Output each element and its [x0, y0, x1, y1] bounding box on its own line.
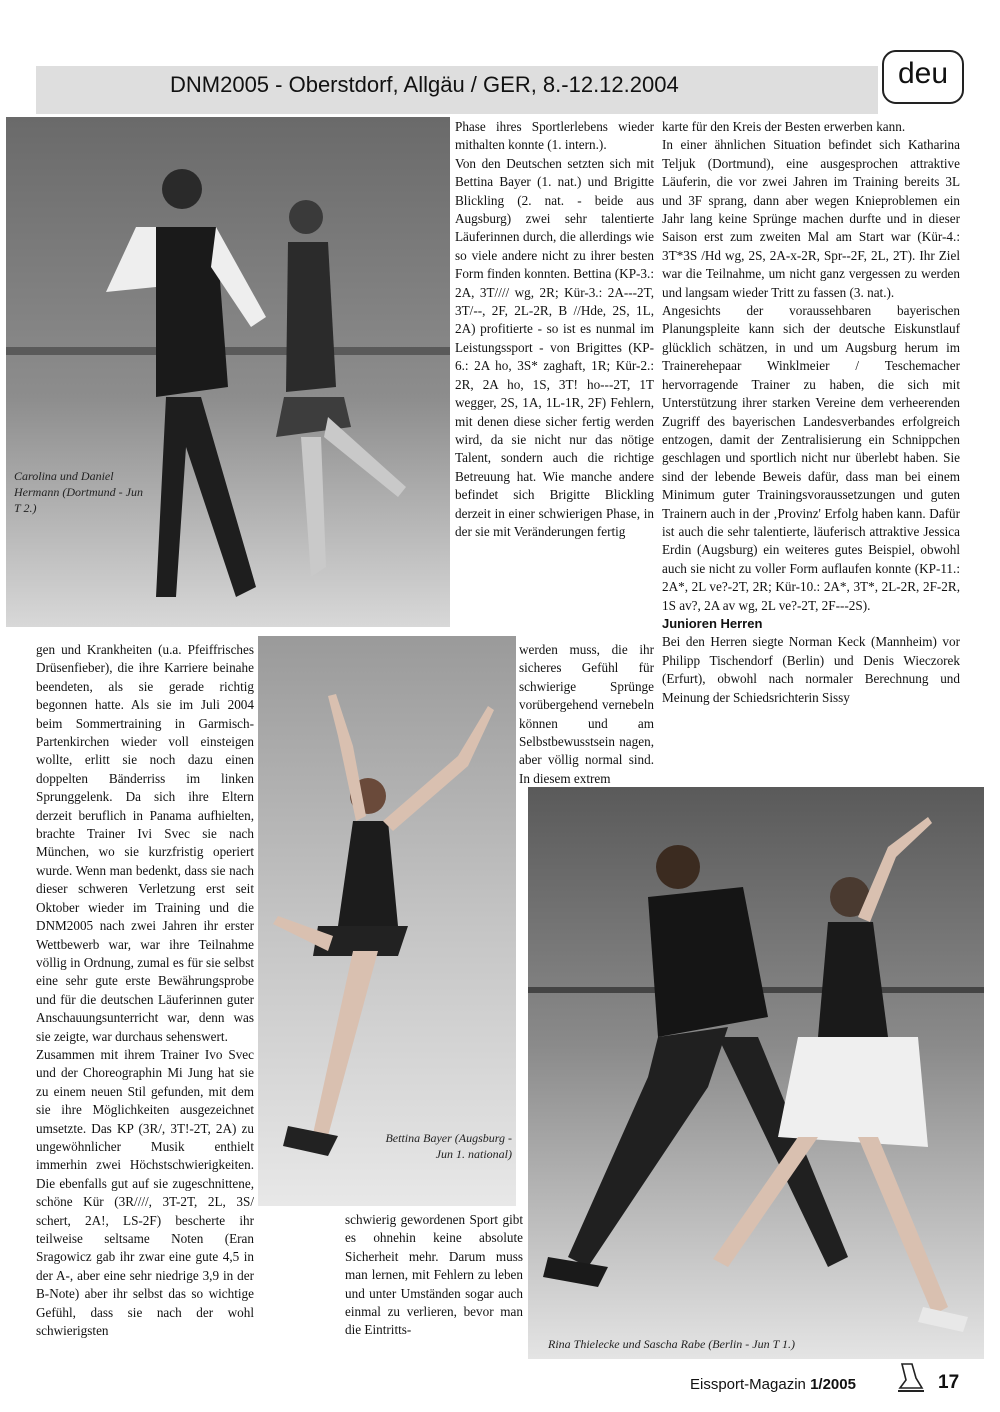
- col2-bottom-text: [345, 1211, 523, 1340]
- col1-text: [36, 641, 254, 1340]
- photo-thielecke-rabe: [528, 787, 984, 1359]
- caption-hermann: Carolina und Daniel Hermann (Dortmund - Jun T 2.): [14, 469, 143, 515]
- caption-thielecke: Rina Thielecke und Sascha Rabe (Berlin - Jun T 1.): [548, 1337, 796, 1351]
- magazine-name: Eissport-Magazin: [690, 1376, 806, 1393]
- page-title: DNM2005 - Oberstdorf, Allgäu / GER, 8.-12.12.2004: [170, 72, 679, 97]
- deu-logo: deu: [882, 50, 964, 104]
- col3-paragraph: karte für den Kreis der Besten erwerben kann.: [662, 119, 906, 134]
- caption-bettina: Bettina Bayer (Augsburg - Jun 1. national): [385, 1131, 512, 1161]
- col2-paragraph: Von den Deutschen setzten sich mit Bettina Bayer (1. nat.) und Brigitte Blickling (2. nat. - beide aus Augsburg) zwei sehr talentierte Läuferinnen durch, die allerdings wie so viele andere nicht zu ihrer besten Form finden konnten. Bettina (KP-3.: 2A, 3T//// wg, 2R; Kür-3.: 2A---2T, 3T/--, 2F, 2L-2R, B //Hde, 2S, 1L, 2A) profitierte - so ist es nunmal im Leistungssport - von Brigittes (KP-6.: 2A ho, 3S* zaghaft, 1R; Kür-2.: 2R, 2A ho, 1S, 3T! ho---2T, 1T wegger, 2S, 1A, 1L-1R, 2F) Fehlern, mit denen diese sicher fertig werden wird, da sie nicht nur das nötige Talent, sondern auch die richtige Betreuung hat. Wie manche andere befindet sich Brigitte Blickling derzeit in einer schwierigen Phase, in der sie mit Veränderungen fertig: [455, 155, 654, 539]
- photo-bettina-bayer: [258, 636, 516, 1206]
- page-number: 17: [938, 1372, 960, 1393]
- col3-paragraph: In einer ähnlichen Situation befindet sich Katharina Teljuk (Dortmund), eine ausgesprochen attraktive Läuferin, die vor zwei Jahren im Training bereits 3L und 3F sprang, dann aber wegen Knieproblemen ein Jahr lang keine Sprünge machen durfte und in dieser Saison erst zum zweiten Mal am Start war (Kür-4.: 3T*3S /Hd wg, 2S, 2A-x-2R, Spr--2F, 2L, 2T). Ihr Ziel war die Teilnahme, um nicht ganz vergessen zu werden und langsam wieder Tritt zu fassen (3. nat.).: [662, 137, 960, 300]
- skate-icon: [896, 1362, 926, 1394]
- col3-paragraph: Angesichts der voraussehbaren bayerischen Planungspleite kann sich der deutsche Eiskunstlauf glücklich schätzen, in und um Augsburg herum im Trainerehepaar Winklmeier / Teschemacher hervorragende Trainer zu haben, die sich mit Unterstützung ihrer starken Vereine dem verheerenden Zugriff des bayerischen Landesverbandes erfolgreich entzogen, damit der Zentralisierung ein Schnippchen geschlagen und sportlich nicht nur überlebt haben. Sie sind der lebende Beweis dafür, dass man bei einem Minimum guter Trainingsvoraussetzungen und guten Trainern auch in der ‚Provinz' Erfolg haben kann. Dafür ist auch die sehr talentierte, läuferisch attraktive Jessica Erdin (Augsburg) ein weiteres gutes Beispiel, obwohl auch sie nicht zu voller Form auflaufen konnte (KP-11.: 2A*, 2L ve?-2T, 2R; Kür-10.: 2A*, 3T*, 2L-2R, 2F-2R, 1S av?, 2A av wg, 2L ve?-2T, 2F---2S).: [662, 303, 960, 613]
- subhead-junioren-herren: Junioren Herren: [662, 615, 763, 631]
- col1-paragraph: Zusammen mit ihrem Trainer Ivo Svec und der Choreographin Mi Jung hat sie zu einem neuen Stil gefunden, mit dem sie ihre Möglichkeiten ausgezeichnet umsetzte. Das KP (3R/, 3T!-2T, 2A) zu ungewöhnlicher Musik enthielt immerhin zwei Höchstschwierigkeiten. Die ebenfalls gut auf sie zugeschnittene, schöne Kür (3R////, 3T-2T, 2L, 3S/ schert, 2A!, LS-2F) bescherte ihr teilweise seltsame Noten (Eran Sragowicz gab ihr zwar eine gute 4,5 in der A-, aber eine sehr niedrige 3,9 in der B-Note) aber ihr selbst das so wichtige Gefühl, dass sie nach der wohl schwierigsten: [36, 1046, 254, 1339]
- col2-top-text: [455, 118, 654, 541]
- col3-paragraph: Bei den Herren siegte Norman Keck (Mannheim) vor Philipp Tischendorf (Berlin) und Denis Wieczorek (Erfurt), obwohl nach normaler Berechnung und Meinung der Schiedsrichterin Sissy: [662, 634, 960, 705]
- photo-hermann-pair: [6, 117, 450, 627]
- col2-mid-text: [519, 641, 654, 788]
- col2-mid-paragraph: werden muss, die ihr sicheres Gefühl für schwierige Sprünge vorübergehend vernebeln können und am Selbstbewusstsein nagen, aber völlig normal sind. In diesem extrem: [519, 642, 654, 786]
- col2-bottom-paragraph: schwierig gewordenen Sport gibt es ohnehin keine absolute Sicherheit mehr. Darum muss man lernen, mit Fehlern zu leben und unter Umständen sogar auch einmal zu verlieren, bevor man die Eintritts-: [345, 1212, 523, 1338]
- col3-text: [662, 118, 960, 707]
- col1-paragraph: gen und Krankheiten (u.a. Pfeiffrisches Drüsenfieber), die ihre Karriere beinahe beendeten, als sie gerade richtig begonnen hatte. Als sie im Juli 2004 beim Sommertraining in Garmisch-Partenkirchen wieder voll einsteigen wollte, erlitt sie noch dazu einen doppelten Bänderriss im linken Sprunggelenk. Da sich ihre Eltern derzeit beruflich in Panama aufhielten, brachte Trainer Ivi Svec sie nach München, wo sie kurzfristig operiert wurde. Wenn man bedenkt, dass sie nach dieser schweren Verletzung erst seit Oktober wieder im Training und die DNM2005 nach zwei Jahren ihr erster Wettbewerb war, war ihre Teilnahme völlig in Ordnung, zumal es für sie selbst eine sehr gute erste Bewährungsprobe und für die deutschen Läuferinnen guter Anschauungsunterricht war, denn was sie zeigte, war durchaus sehenswert.: [36, 642, 254, 1044]
- col2-paragraph: Phase ihres Sportlerlebens wieder mithalten konnte (1. intern.).: [455, 119, 654, 153]
- footer-magazine: [690, 1376, 856, 1393]
- magazine-issue: 1/2005: [810, 1376, 856, 1393]
